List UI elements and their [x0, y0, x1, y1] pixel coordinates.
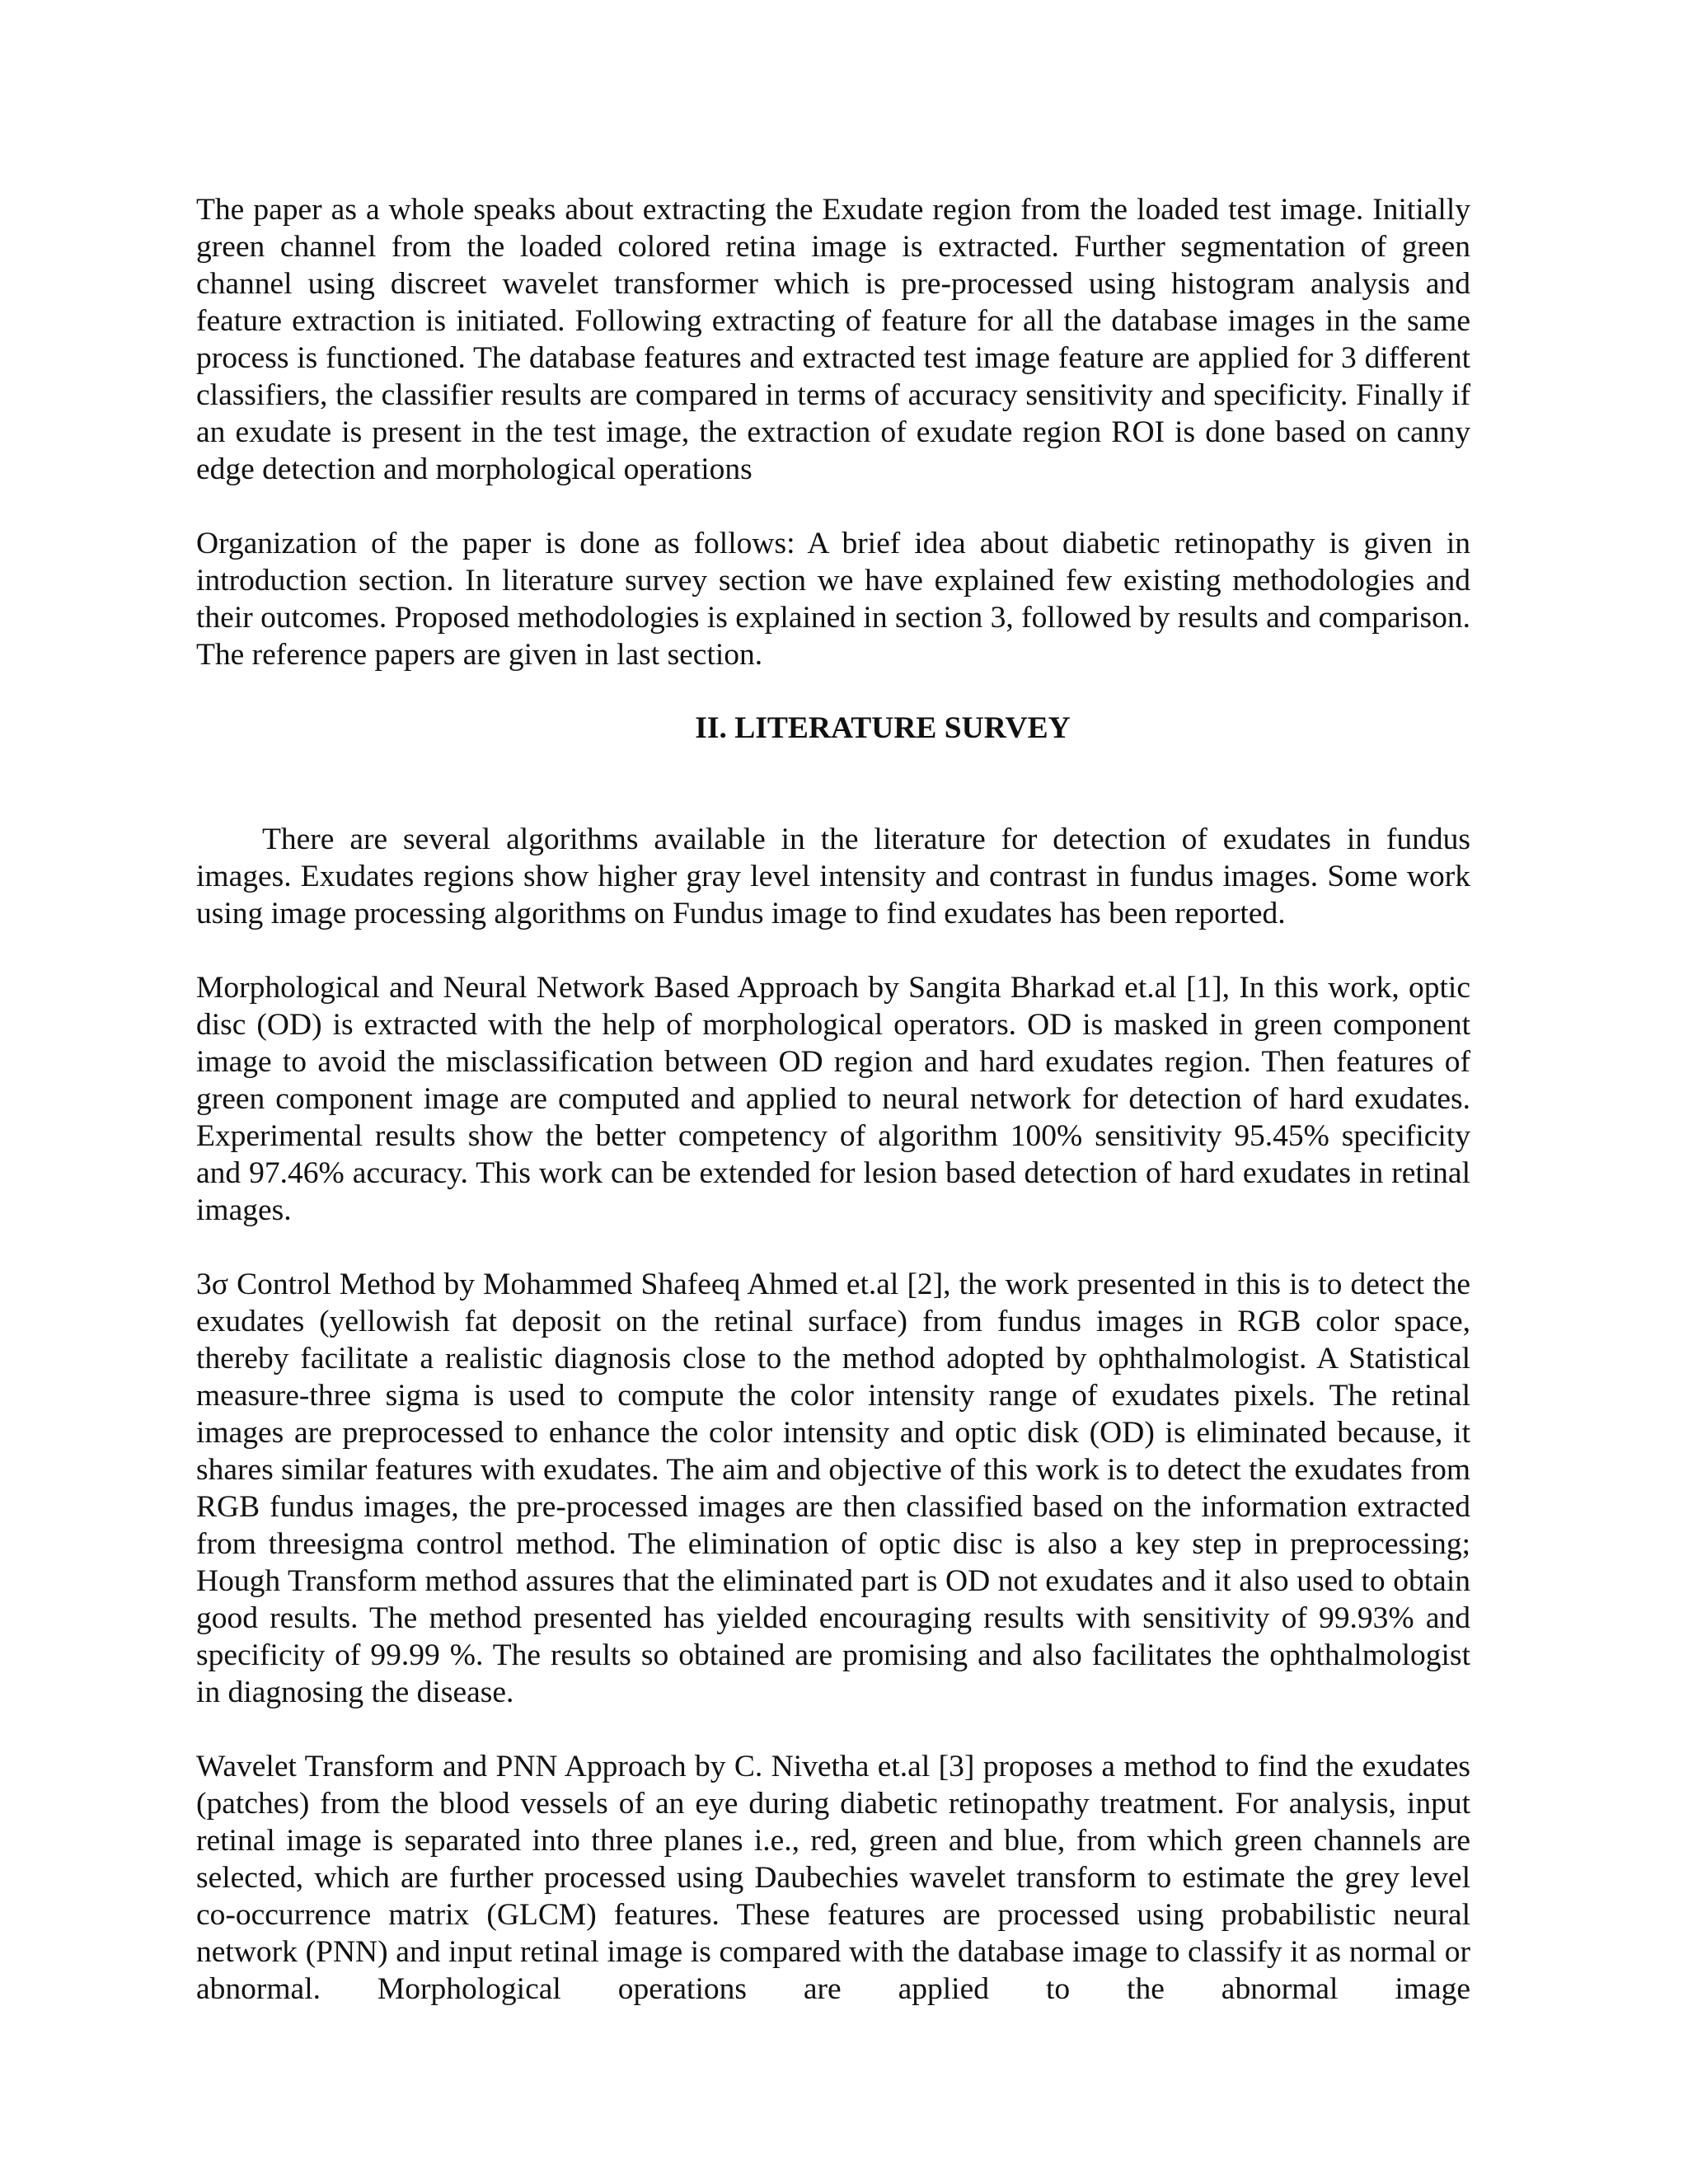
document-page — [196, 191, 1470, 2008]
paragraph-overview: The paper as a whole speaks about extracting the Exudate region from the loaded test image. Initially green channel from the loaded colored retina image is extracted. Further segmentation of green channel using discreet wavelet transformer which is pre-processed using histogram analysis and feature extraction is initiated. Following extracting of feature for all the database images in the same process is functioned. The database features and extracted test image feature are applied for 3 different classifiers, the classifier results are compared in terms of accuracy sensitivity and specificity. Finally if an exudate is present in the test image, the extraction of exudate region ROI is done based on canny edge detection and morphological operations — [196, 193, 1470, 486]
section-heading-literature-survey: II. LITERATURE SURVEY — [695, 711, 1071, 745]
paragraph-survey-intro: There are several algorithms available in the literature for detection of exudates in fundus images. Exudates regions show higher gray level intensity and contrast in fundus images. Some work using image processing algorithms on Fundus image to find exudates has been reported. — [196, 823, 1470, 930]
paragraph-survey-bharkad: Morphological and Neural Network Based Approach by Sangita Bharkad et.al [1], In this work, optic disc (OD) is extracted with the help of morphological operators. OD is masked in green component image to avoid the misclassification between OD region and hard exudates region. Then features of green component image are computed and applied to neural network for detection of hard exudates. Experimental results show the better competency of algorithm 100% sensitivity 95.45% specificity and 97.46% accuracy. This work can be extended for lesion based detection of hard exudates in retinal images. — [196, 971, 1470, 1227]
paragraph-survey-ahmed: 3σ Control Method by Mohammed Shafeeq Ahmed et.al [2], the work presented in this is to detect the exudates (yellowish fat deposit on the retinal surface) from fundus images in RGB color space, thereby facilitate a realistic diagnosis close to the method adopted by ophthalmologist. A Statistical measure-three sigma is used to compute the color intensity range of exudates pixels. The retinal images are preprocessed to enhance the color intensity and optic disk (OD) is eliminated because, it shares similar features with exudates. The aim and objective of this work is to detect the exudates from RGB fundus images, the pre-processed images are then classified based on the information extracted from threesigma control method. The elimination of optic disc is also a key step in preprocessing; Hough Transform method assures that the eliminated part is OD not exudates and it also used to obtain good results. The method presented has yielded encouraging results with sensitivity of 99.93% and specificity of 99.99 %. The results so obtained are promising and also facilitates the ophthalmologist in diagnosing the disease. — [196, 1268, 1470, 1709]
paragraph-survey-nivetha: Wavelet Transform and PNN Approach by C. Nivetha et.al [3] proposes a method to find the exudates (patches) from the blood vessels of an eye during diabetic retinopathy treatment. For analysis, input retinal image is separated into three planes i.e., red, green and blue, from which green channels are selected, which are further processed using Daubechies wavelet transform to estimate the grey level co-occurrence matrix (GLCM) features. These features are processed using probabilistic neural network (PNN) and input retinal image is compared with the database image to classify it as normal or abnormal. Morphological operations are applied to the abnormal image — [196, 1750, 1470, 2006]
paragraph-organization: Organization of the paper is done as follows: A brief idea about diabetic retinopathy is given in introduction section. In literature survey section we have explained few existing methodologies and their outcomes. Proposed methodologies is explained in section 3, followed by results and comparison. The reference papers are given in last section. — [196, 527, 1470, 672]
